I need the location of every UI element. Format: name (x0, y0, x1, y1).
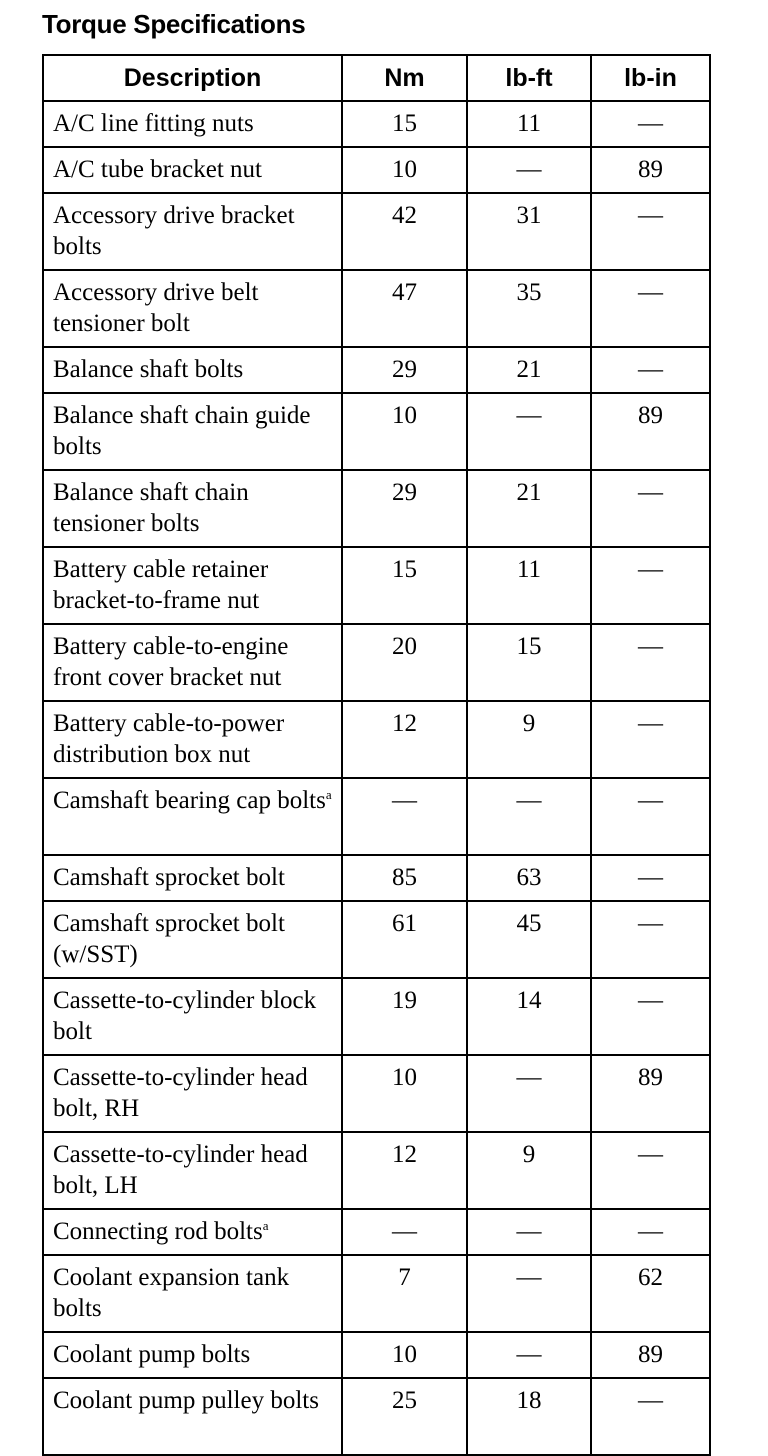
table-row (43, 624, 710, 701)
lbin-cell: — (591, 855, 710, 901)
table-row (43, 270, 710, 347)
column-header-lbin: lb-in (591, 55, 710, 101)
description-text: Camshaft sprocket bolt (w/SST) (53, 910, 285, 968)
column-header-nm: Nm (342, 55, 467, 101)
description-cell (43, 393, 342, 470)
description-cell (43, 547, 342, 624)
nm-cell: 12 (342, 701, 467, 778)
description-text: Coolant expansion tank bolts (53, 1264, 290, 1322)
nm-cell: — (342, 778, 467, 855)
torque-spec-table (42, 54, 711, 1456)
lbin-cell: — (591, 1378, 710, 1455)
description-text: Cassette-to-cylinder block bolt (53, 987, 317, 1045)
nm-cell: 47 (342, 270, 467, 347)
nm-cell: 15 (342, 101, 467, 147)
lbft-cell: — (467, 1055, 591, 1132)
lbft-cell: 14 (467, 978, 591, 1055)
table-row (43, 1132, 710, 1209)
description-text: A/C tube bracket nut (53, 156, 262, 183)
table-row (43, 1055, 710, 1132)
lbin-cell: — (591, 547, 710, 624)
lbft-cell: 21 (467, 470, 591, 547)
description-cell (43, 1378, 342, 1455)
lbft-cell: — (467, 778, 591, 855)
table-row (43, 1209, 710, 1255)
nm-cell: 61 (342, 901, 467, 978)
lbin-cell: 89 (591, 1332, 710, 1378)
description-text: Connecting rod bolts (53, 1218, 263, 1245)
nm-cell: 10 (342, 1332, 467, 1378)
description-cell (43, 1055, 342, 1132)
page-title: Torque Specifications (42, 9, 306, 39)
description-cell (43, 101, 342, 147)
description-cell (43, 147, 342, 193)
lbin-cell: 89 (591, 393, 710, 470)
table-row (43, 393, 710, 470)
lbin-cell: — (591, 778, 710, 855)
nm-cell: 29 (342, 347, 467, 393)
table-row (43, 1378, 710, 1455)
description-text: Battery cable-to-engine front cover bracket nut (53, 633, 289, 691)
lbft-cell: 35 (467, 270, 591, 347)
lbft-cell: 11 (467, 547, 591, 624)
lbin-cell: — (591, 193, 710, 270)
lbin-cell: — (591, 901, 710, 978)
lbin-cell: — (591, 701, 710, 778)
description-text: Accessory drive belt tensioner bolt (53, 279, 259, 337)
description-text: Camshaft sprocket bolt (53, 864, 285, 891)
description-text: Balance shaft chain tensioner bolts (53, 479, 249, 537)
lbft-cell: — (467, 1332, 591, 1378)
nm-cell: 20 (342, 624, 467, 701)
lbin-cell: — (591, 1132, 710, 1209)
lbft-cell: 45 (467, 901, 591, 978)
lbft-cell: — (467, 1255, 591, 1332)
nm-cell: 10 (342, 393, 467, 470)
table-row (43, 901, 710, 978)
nm-cell: 29 (342, 470, 467, 547)
lbin-cell: — (591, 101, 710, 147)
description-text: Balance shaft bolts (53, 356, 244, 383)
nm-cell: 19 (342, 978, 467, 1055)
description-text: Camshaft bearing cap bolts (53, 787, 326, 814)
table-row (43, 101, 710, 147)
lbft-cell: — (467, 393, 591, 470)
table-row (43, 470, 710, 547)
lbin-cell: — (591, 1209, 710, 1255)
lbft-cell: 31 (467, 193, 591, 270)
description-text: Battery cable-to-power distribution box nut (53, 710, 285, 768)
nm-cell: 25 (342, 1378, 467, 1455)
nm-cell: — (342, 1209, 467, 1255)
lbin-cell: — (591, 978, 710, 1055)
lbin-cell: — (591, 270, 710, 347)
table-row (43, 701, 710, 778)
nm-cell: 12 (342, 1132, 467, 1209)
description-cell (43, 901, 342, 978)
nm-cell: 15 (342, 547, 467, 624)
lbft-cell: 9 (467, 701, 591, 778)
footnote-marker: a (262, 1218, 269, 1233)
description-text: Cassette-to-cylinder head bolt, RH (53, 1064, 308, 1122)
nm-cell: 10 (342, 1055, 467, 1132)
lbin-cell: — (591, 470, 710, 547)
lbft-cell: 9 (467, 1132, 591, 1209)
description-text: Battery cable retainer bracket-to-frame nut (53, 556, 269, 614)
description-text: Coolant pump pulley bolts (53, 1387, 319, 1414)
description-text: A/C line fitting nuts (53, 110, 254, 137)
nm-cell: 85 (342, 855, 467, 901)
lbft-cell: — (467, 1209, 591, 1255)
table-row (43, 855, 710, 901)
description-cell (43, 978, 342, 1055)
table-row (43, 147, 710, 193)
table-row (43, 347, 710, 393)
table-row (43, 1332, 710, 1378)
table-row (43, 978, 710, 1055)
column-header-lbft: lb-ft (467, 55, 591, 101)
description-cell (43, 624, 342, 701)
description-cell (43, 701, 342, 778)
table-header-row (43, 55, 710, 101)
lbin-cell: 89 (591, 147, 710, 193)
nm-cell: 7 (342, 1255, 467, 1332)
description-cell (43, 470, 342, 547)
description-text: Cassette-to-cylinder head bolt, LH (53, 1141, 308, 1199)
description-cell (43, 1209, 342, 1255)
description-cell (43, 1132, 342, 1209)
table-row (43, 193, 710, 270)
table-row (43, 547, 710, 624)
lbin-cell: — (591, 624, 710, 701)
description-cell (43, 193, 342, 270)
lbft-cell: 11 (467, 101, 591, 147)
column-header-description: Description (43, 55, 342, 101)
description-cell (43, 1255, 342, 1332)
table-row (43, 1255, 710, 1332)
lbin-cell: — (591, 347, 710, 393)
description-cell (43, 1332, 342, 1378)
lbft-cell: 18 (467, 1378, 591, 1455)
lbft-cell: — (467, 147, 591, 193)
nm-cell: 42 (342, 193, 467, 270)
lbft-cell: 63 (467, 855, 591, 901)
footnote-marker: a (325, 787, 332, 802)
description-cell (43, 855, 342, 901)
lbft-cell: 15 (467, 624, 591, 701)
description-text: Coolant pump bolts (53, 1341, 251, 1368)
nm-cell: 10 (342, 147, 467, 193)
table-row (43, 778, 710, 855)
description-cell (43, 778, 342, 855)
description-cell (43, 270, 342, 347)
description-text: Accessory drive bracket bolts (53, 202, 295, 260)
lbft-cell: 21 (467, 347, 591, 393)
lbin-cell: 89 (591, 1055, 710, 1132)
description-cell (43, 347, 342, 393)
description-text: Balance shaft chain guide bolts (53, 402, 311, 460)
lbin-cell: 62 (591, 1255, 710, 1332)
